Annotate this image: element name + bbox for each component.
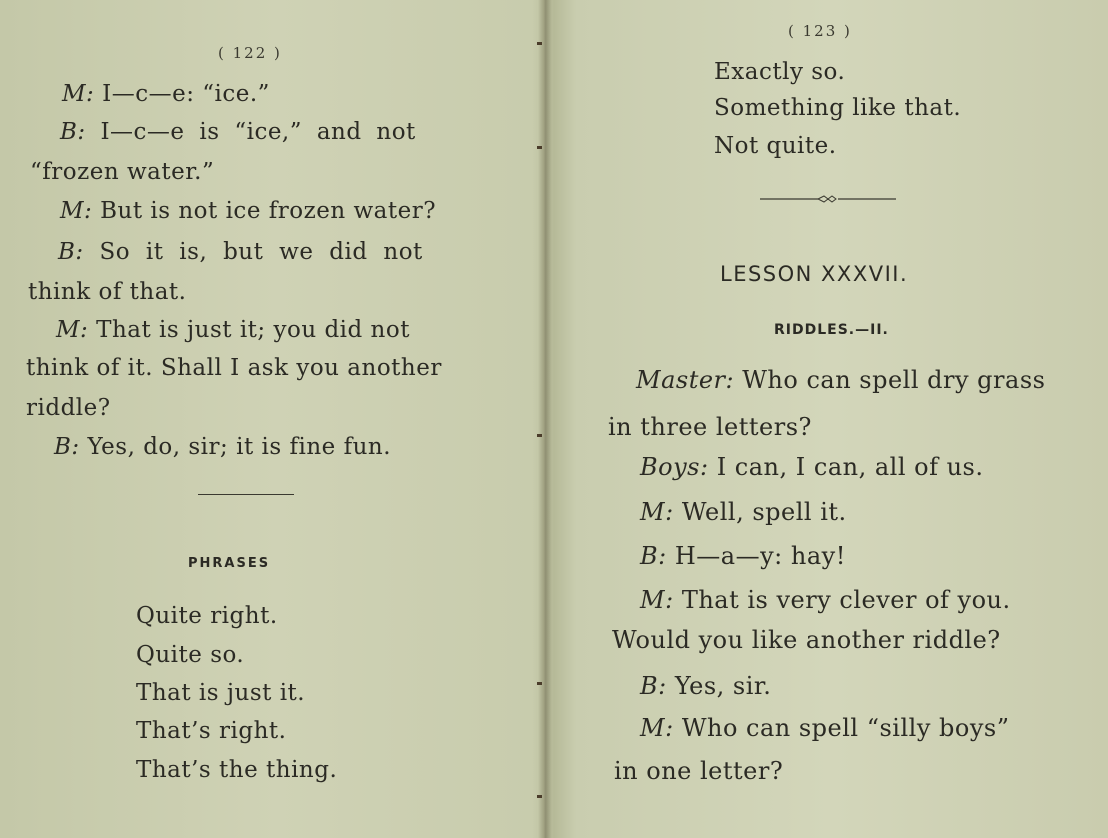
speaker-label: Boys: bbox=[640, 453, 709, 481]
dialogue-line bbox=[28, 278, 186, 306]
dialogue-line bbox=[640, 498, 847, 526]
ornament-icon bbox=[760, 193, 896, 205]
dialogue-text: Yes, do, sir; it is fine fun. bbox=[87, 434, 392, 460]
dialogue-text: That is very clever of you. bbox=[681, 586, 1011, 614]
phrase-line: Not quite. bbox=[714, 133, 837, 159]
dialogue-text: Yes, sir. bbox=[674, 672, 772, 700]
lesson-subtitle: RIDDLES.—II. bbox=[774, 322, 889, 338]
page-number: ( 123 ) bbox=[788, 22, 852, 40]
speaker-label: M: bbox=[640, 498, 674, 526]
dialogue-line bbox=[640, 542, 846, 570]
dialogue-line bbox=[60, 197, 436, 225]
phrase-line: That is just it. bbox=[136, 680, 306, 706]
speaker-label: M: bbox=[62, 81, 95, 107]
dialogue-text: Who can spell dry grass bbox=[742, 366, 1046, 394]
speaker-label: B: bbox=[58, 239, 84, 265]
phrase-line: That’s the thing. bbox=[136, 757, 338, 783]
speaker-label: B: bbox=[54, 434, 80, 460]
dialogue-text: Would you like another riddle? bbox=[612, 626, 1001, 654]
section-heading: PHRASES bbox=[188, 556, 271, 571]
dialogue-line bbox=[26, 354, 442, 382]
dialogue-line bbox=[58, 238, 423, 266]
phrase-line: Quite right. bbox=[136, 603, 278, 629]
dialogue-text: Who can spell “silly boys” bbox=[681, 714, 1010, 742]
section-divider bbox=[198, 494, 294, 495]
dialogue-line bbox=[640, 586, 1011, 614]
dialogue-text: in three letters? bbox=[608, 413, 812, 441]
dialogue-text: I—c—e: “ice.” bbox=[102, 81, 270, 107]
ornamental-divider bbox=[760, 190, 896, 202]
dialogue-line bbox=[56, 316, 410, 344]
dialogue-line bbox=[612, 626, 1001, 654]
speaker-label: B: bbox=[640, 542, 667, 570]
dialogue-line bbox=[640, 672, 771, 700]
right-page bbox=[548, 0, 1108, 838]
dialogue-text: riddle? bbox=[26, 395, 111, 421]
speaker-label: M: bbox=[640, 586, 674, 614]
phrase-line: Quite so. bbox=[136, 642, 245, 668]
speaker-label: M: bbox=[640, 714, 674, 742]
dialogue-line bbox=[636, 366, 1045, 394]
speaker-label: M: bbox=[56, 317, 89, 343]
dialogue-text: But is not ice frozen water? bbox=[100, 198, 437, 224]
dialogue-text: H—a—y: hay! bbox=[674, 542, 846, 570]
dialogue-text: I—c—e is “ice,” and not bbox=[100, 119, 416, 145]
dialogue-line bbox=[614, 757, 783, 785]
speaker-label: B: bbox=[60, 119, 86, 145]
dialogue-text: That is just it; you did not bbox=[96, 317, 410, 343]
phrase-line: Something like that. bbox=[714, 95, 962, 121]
dialogue-text: Well, spell it. bbox=[681, 498, 847, 526]
speaker-label: M: bbox=[60, 198, 93, 224]
dialogue-text: “frozen water.” bbox=[30, 159, 215, 185]
dialogue-line bbox=[640, 714, 1009, 742]
lesson-title: LESSON XXXVII. bbox=[720, 262, 909, 286]
dialogue-text: So it is, but we did not bbox=[99, 239, 423, 265]
phrase-line: Exactly so. bbox=[714, 59, 846, 85]
dialogue-text: in one letter? bbox=[614, 757, 784, 785]
dialogue-line bbox=[54, 433, 391, 461]
speaker-label: B: bbox=[640, 672, 667, 700]
phrase-line: That’s right. bbox=[136, 718, 287, 744]
dialogue-line bbox=[26, 394, 111, 422]
page-number: ( 122 ) bbox=[218, 44, 282, 62]
dialogue-line bbox=[60, 118, 416, 146]
left-page bbox=[0, 0, 540, 838]
speaker-label: Master: bbox=[636, 366, 735, 394]
dialogue-text: think of that. bbox=[28, 279, 187, 305]
dialogue-line bbox=[608, 413, 812, 441]
dialogue-line bbox=[30, 158, 214, 186]
dialogue-line bbox=[62, 80, 270, 108]
dialogue-line bbox=[640, 453, 984, 481]
dialogue-text: think of it. Shall I ask you another bbox=[26, 355, 442, 381]
dialogue-text: I can, I can, all of us. bbox=[716, 453, 984, 481]
